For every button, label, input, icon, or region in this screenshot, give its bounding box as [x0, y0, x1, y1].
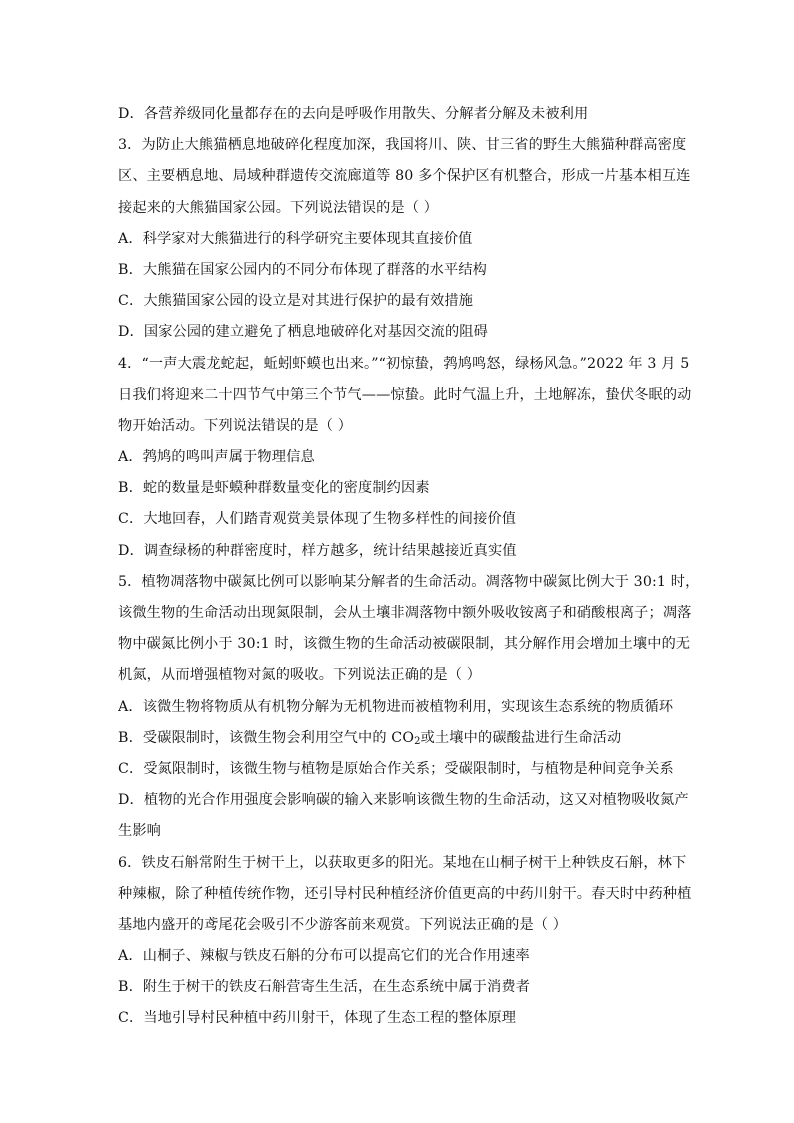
subscript: 2: [414, 735, 421, 747]
text-line-q4-stem-1: [118, 349, 734, 380]
text-line-q5-a: [118, 692, 734, 723]
text-line-q6-stem-2: [118, 879, 734, 910]
text-line-q3-c: [118, 286, 734, 317]
text-line-q5-b: [118, 723, 734, 754]
text-run: A．山桐子、辣椒与铁皮石斛的分布可以提高它们的光合作用速率: [118, 948, 530, 965]
text-run: 或土壤中的碳酸盐进行生命活动: [420, 729, 622, 746]
text-line-q4-stem-2: [118, 380, 734, 411]
text-run: 3．为防止大熊猫栖息地破碎化程度加深，我国将川、陕、甘三省的野生大熊猫种群高密度: [118, 137, 687, 154]
text-line-q5-stem-1: [118, 567, 734, 598]
text-run: B．受碳限制时，该微生物会利用空气中的 CO: [118, 729, 415, 746]
text-line-q6-b: [118, 972, 734, 1003]
text-line-q3-stem-2: [118, 161, 734, 192]
text-line-q3-a: [118, 224, 734, 255]
text-run: C．当地引导村民种植中药川射干，体现了生态工程的整体原理: [118, 1010, 517, 1027]
text-run: C．受氮限制时，该微生物与植物是原始合作关系；受碳限制时，与植物是种间竞争关系: [118, 760, 674, 777]
text-line-q4-stem-3: [118, 411, 734, 442]
text-line-q5-stem-3: [118, 629, 734, 660]
text-line-q6-a: [118, 941, 734, 972]
text-run: B．蛇的数量是虾蟆种群数量变化的密度制约因素: [118, 480, 430, 497]
text-line-q4-a: [118, 442, 734, 473]
text-line-q5-d-1: [118, 785, 734, 816]
text-run: 5．植物凋落物中碳氮比例可以影响某分解者的生命活动。凋落物中碳氮比例大于 30:1 时，: [118, 573, 700, 590]
text-run: D．各营养级同化量都存在的去向是呼吸作用散失、分解者分解及未被利用: [118, 106, 589, 122]
text-line-q5-stem-2: [118, 598, 734, 629]
text-line-q2-d: [118, 99, 734, 130]
text-run: C．大地回春，人们踏青观赏美景体现了生物多样性的间接价值: [118, 511, 517, 528]
text-line-q3-b: [118, 255, 734, 286]
text-line-q5-c: [118, 754, 734, 785]
text-run: 机氮，从而增强植物对氮的吸收。下列说法正确的是（ ）: [118, 667, 482, 684]
text-run: A．该微生物将物质从有机物分解为无机物进而被植物利用，实现该生态系统的物质循环: [118, 698, 674, 715]
text-line-q6-stem-3: [118, 910, 734, 941]
text-run: 基地内盛开的鸢尾花会吸引不少游客前来观赏。下列说法正确的是（ ）: [118, 916, 568, 933]
text-run: C．大熊猫国家公园的设立是对其进行保护的最有效措施: [118, 293, 474, 310]
text-run: 种辣椒，除了种植传统作物，还引导村民种植经济价值更高的中药川射干。春天时中药种植: [118, 885, 692, 902]
text-line-q6-stem-1: [118, 848, 734, 879]
text-run: 4．“一声大震龙蛇起，蚯蚓虾蟆也出来。”“初惊蛰，鹁鸠鸣怒，绿杨风急。”2022 年 3 月 5: [118, 355, 690, 372]
text-line-q3-stem-1: [118, 130, 734, 161]
text-run: 生影响: [118, 823, 162, 840]
text-run: D．国家公园的建立避免了栖息地破碎化对基因交流的阻碍: [118, 324, 488, 341]
text-run: 该微生物的生命活动出现氮限制，会从土壤非凋落物中额外吸收铵离子和硝酸根离子；凋落: [118, 605, 692, 621]
text-run: D．调查绿杨的种群密度时，样方越多，统计结果越接近真实值: [118, 542, 517, 559]
text-run: 物开始活动。下列说法错误的是（ ）: [118, 417, 353, 434]
text-run: 日我们将迎来二十四节气中第三个节气——惊蛰。此时气温上升，土地解冻，蛰伏冬眠的动: [118, 386, 692, 403]
text-line-q3-d: [118, 317, 734, 348]
text-run: 接起来的大熊猫国家公园。下列说法错误的是（ ）: [118, 199, 439, 216]
text-line-q5-d-2: [118, 816, 734, 847]
text-run: B．附生于树干的铁皮石斛营寄生生活，在生态系统中属于消费者: [118, 979, 531, 996]
text-run: 区、主要栖息地、局域种群遗传交流廊道等 80 多个保护区有机整合，形成一片基本相互连: [118, 168, 691, 185]
text-line-q5-stem-4: [118, 660, 734, 691]
text-run: A．鹁鸠的鸣叫声属于物理信息: [118, 449, 315, 466]
text-run: A．科学家对大熊猫进行的科学研究主要体现其直接价值: [118, 230, 473, 247]
text-line-q4-d: [118, 536, 734, 567]
text-line-q3-stem-3: [118, 193, 734, 224]
text-run: 6．铁皮石斛常附生于树干上，以获取更多的阳光。某地在山桐子树干上种铁皮石斛，林下: [118, 854, 687, 871]
text-run: D．植物的光合作用强度会影响碳的输入来影响该微生物的生命活动，这又对植物吸收氮产: [118, 792, 689, 809]
text-line-q4-c: [118, 504, 734, 535]
text-line-q6-c: [118, 1003, 734, 1034]
text-run: 物中碳氮比例小于 30:1 时，该微生物的生命活动被碳限制，其分解作用会增加土壤中的无: [118, 636, 691, 653]
text-run: B．大熊猫在国家公园内的不同分布体现了群落的水平结构: [118, 261, 488, 278]
text-line-q4-b: [118, 473, 734, 504]
